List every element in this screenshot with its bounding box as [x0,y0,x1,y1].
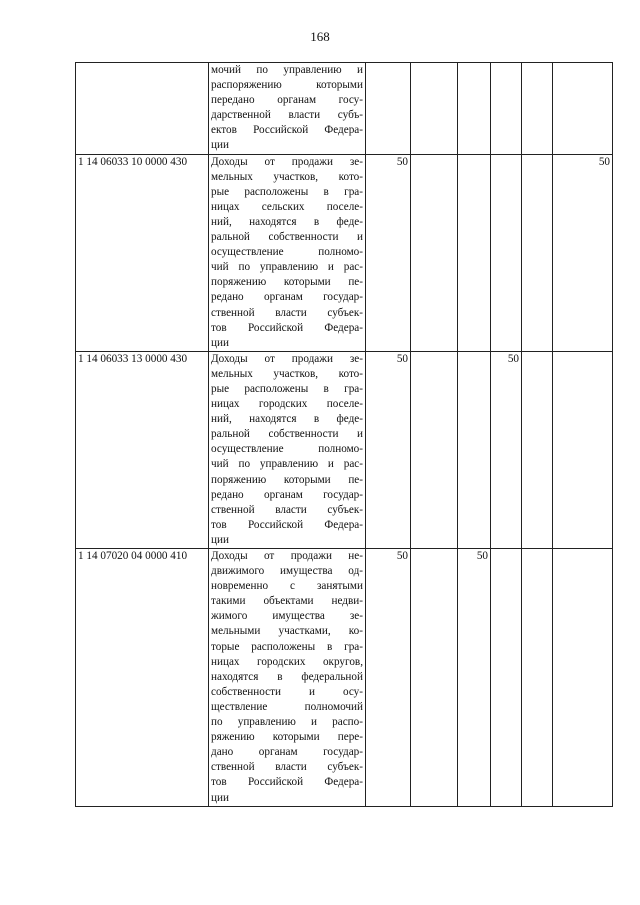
description-line: ственной власти субъек- [211,306,363,319]
description-line: тов Российской Федера- [211,518,363,531]
description-line: торые расположены в гра- [211,640,363,653]
value-cell [411,549,458,807]
table-row [76,549,613,807]
description-line: ции [211,139,229,152]
description-line: ции [211,533,229,546]
description-line: ральной собственности и [211,428,363,441]
revenue-code-cell [76,63,209,155]
description-line: ственной власти субъек- [211,503,363,516]
value-cell [411,154,458,351]
value-cell: 50 [553,154,613,351]
description-line: ницах городских округов, [211,655,363,668]
description-line: ний, находятся в феде- [211,215,363,228]
revenue-table [75,62,613,807]
value-cell [522,351,553,548]
description-line: чий по управлению и рас- [211,261,363,274]
value-cell [458,63,491,155]
value-cell: 50 [491,351,522,548]
description-line: Доходы от продажи зе- [211,155,363,168]
value-cell [411,63,458,155]
description-line: мельных участков, кото- [211,367,363,380]
description-line: ции [211,336,229,349]
description-line: осуществление полномо- [211,443,363,456]
description-line: ницах городских поселе- [211,398,363,411]
description-line: редано органам государ- [211,488,363,501]
description-line: новременно с занятыми [211,580,363,593]
description-line: тов Российской Федера- [211,776,363,789]
description-line: ции [211,791,229,804]
description-line: поряжению которыми пе- [211,276,363,289]
value-cell [553,549,613,807]
value-cell [458,154,491,351]
revenue-code-cell: 1 14 06033 10 0000 430 [76,154,209,351]
description-line: такими объектами недви- [211,595,363,608]
value-cell: 50 [458,549,491,807]
description-line: тов Российской Федера- [211,321,363,334]
revenue-description-cell [209,549,366,807]
description-line: мельными участками, ко- [211,625,363,638]
value-cell: 50 [366,549,411,807]
description-line: ственной власти субъек- [211,761,363,774]
value-cell [522,63,553,155]
description-line: мельных участков, кото- [211,170,363,183]
description-line: редано органам государ- [211,291,363,304]
revenue-description-cell [209,351,366,548]
table-row [76,351,613,548]
value-cell [491,154,522,351]
description-line: дарственной власти субъ- [211,109,363,122]
description-line: жимого имущества зе- [211,610,363,623]
description-line: находятся в федеральной [211,670,363,683]
value-cell [411,351,458,548]
value-cell [522,154,553,351]
description-line: дано органам государ- [211,746,363,759]
value-cell [522,549,553,807]
description-line: по управлению и распо- [211,716,363,729]
description-line: ральной собственности и [211,231,363,244]
value-cell [553,63,613,155]
page-number: 168 [310,29,330,44]
description-line: ний, находятся в феде- [211,413,363,426]
description-line: ществление полномочий [211,700,363,713]
description-line: ряжению которыми пере- [211,731,363,744]
description-line: осуществление полномо- [211,246,363,259]
description-line: передано органам госу- [211,94,363,107]
description-line: рые расположены в гра- [211,185,363,198]
revenue-code-cell: 1 14 07020 04 0000 410 [76,549,209,807]
description-line: рые расположены в гра- [211,382,363,395]
value-cell [553,351,613,548]
description-line: собственности и осу- [211,685,363,698]
description-line: ектов Российской Федера- [211,124,363,137]
table-body [76,63,613,807]
description-line: поряжению которыми пе- [211,473,363,486]
description-line: Доходы от продажи зе- [211,352,363,365]
revenue-description-cell [209,63,366,155]
value-cell [491,549,522,807]
value-cell [458,351,491,548]
description-line: ницах сельских поселе- [211,200,363,213]
value-cell: 50 [366,351,411,548]
description-line: Доходы от продажи не- [211,550,363,562]
table-row [76,154,613,351]
description-line: чий по управлению и рас- [211,458,363,471]
revenue-code-cell: 1 14 06033 13 0000 430 [76,351,209,548]
value-cell [366,63,411,155]
revenue-description-cell [209,154,366,351]
description-line: мочий по управлению и [211,64,363,76]
description-line: распоряжению которыми [211,79,363,92]
description-line: движимого имущества од- [211,565,363,578]
value-cell [491,63,522,155]
value-cell: 50 [366,154,411,351]
table-row [76,63,613,155]
